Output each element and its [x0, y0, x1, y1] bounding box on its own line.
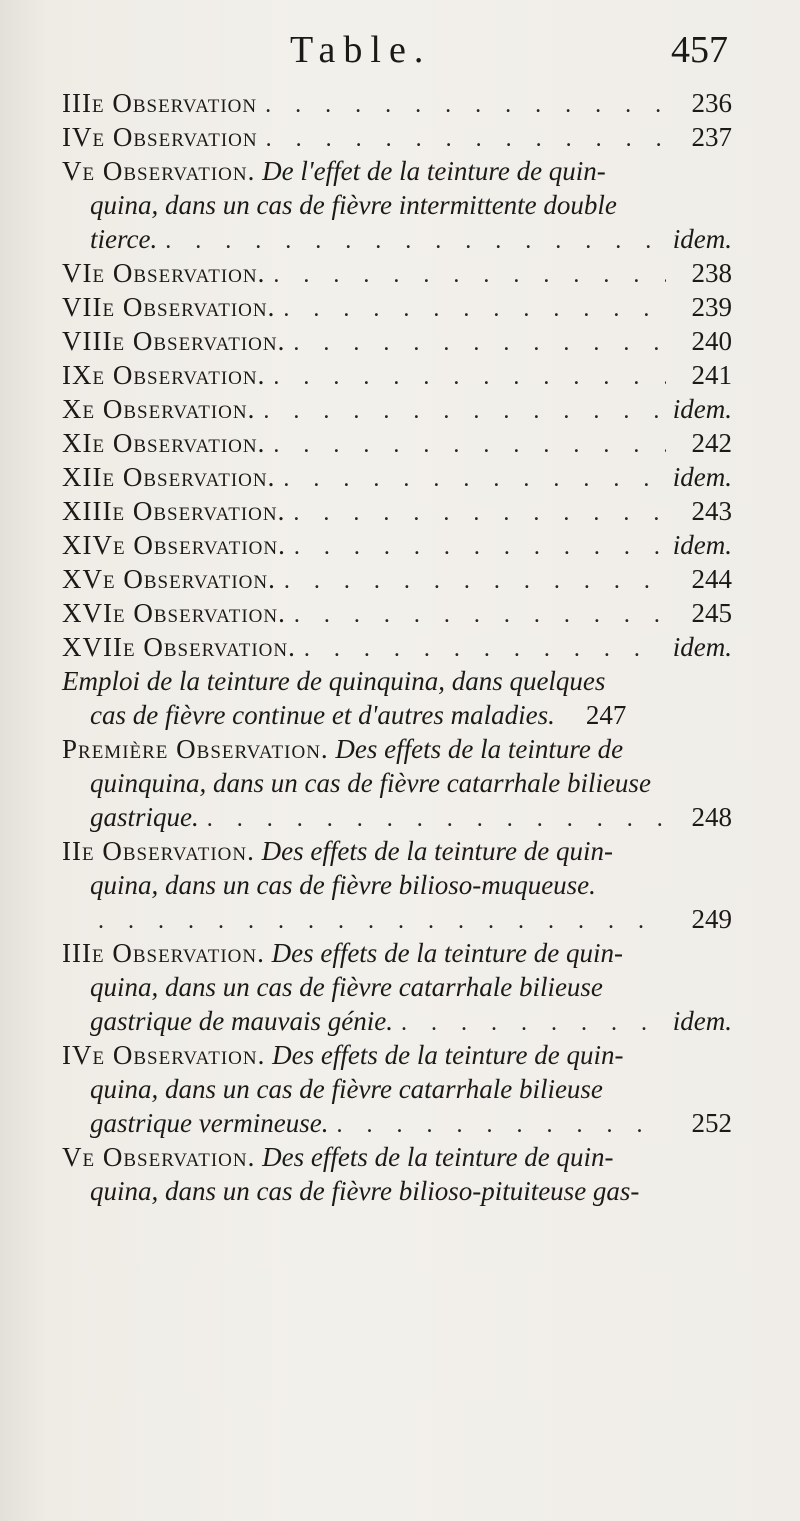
entry-description: quina, dans un cas de fièvre catarrhale bilieuse	[90, 1074, 603, 1104]
toc-entry	[62, 630, 732, 664]
entry-page: idem.	[672, 224, 732, 254]
table-of-contents	[62, 86, 732, 1208]
section-heading-text: cas de fièvre continue et d'autres maladies.	[90, 700, 555, 730]
entry-page: 239	[691, 292, 732, 322]
dot-leader	[293, 326, 666, 360]
dot-leader	[273, 258, 666, 292]
entry-page: 238	[691, 258, 732, 288]
entry-label: XVe Observation.	[62, 564, 276, 594]
toc-entry-continued	[62, 868, 732, 902]
entry-label: Ve Observation.	[62, 1142, 256, 1172]
toc-entry	[62, 1038, 732, 1072]
entry-description: gastrique vermineuse.	[90, 1108, 329, 1138]
toc-entry-continued	[62, 188, 732, 222]
entry-page: idem.	[672, 632, 732, 662]
entry-label: Ve Observation.	[62, 156, 256, 186]
entry-label: IIIe Observation	[62, 88, 258, 118]
dot-leader	[401, 1006, 665, 1040]
entry-page: idem.	[672, 394, 732, 424]
toc-entry	[62, 936, 732, 970]
header-title: Table.	[290, 29, 432, 71]
entry-page: 244	[691, 564, 732, 594]
entry-description: tierce.	[90, 224, 158, 254]
toc-entry	[62, 392, 732, 426]
dot-leader	[165, 224, 665, 258]
entry-page: 252	[691, 1108, 732, 1138]
toc-entry-continued	[62, 766, 732, 800]
toc-entry-continued	[62, 902, 732, 936]
toc-entry	[62, 596, 732, 630]
entry-page: 248	[691, 802, 732, 832]
entry-label: XIe Observation.	[62, 428, 266, 458]
dot-leader	[266, 122, 666, 156]
toc-entry	[62, 290, 732, 324]
toc-entry	[62, 86, 732, 120]
entry-description: Des effets de la teinture de quin-	[271, 938, 624, 968]
toc-entry	[62, 562, 732, 596]
entry-description: Des effets de la teinture de quin-	[272, 1040, 624, 1070]
toc-entry	[62, 1140, 732, 1174]
dot-leader	[284, 564, 666, 598]
toc-entry	[62, 324, 732, 358]
entry-description: quina, dans un cas de fièvre catarrhale bilieuse	[90, 972, 603, 1002]
header-page-number: 457	[671, 29, 728, 71]
entry-label: XVIe Observation.	[62, 598, 286, 628]
toc-entry	[62, 460, 732, 494]
entry-label: IIIe Observation.	[62, 938, 265, 968]
entry-description: Des effets de la teinture de quin-	[262, 1142, 614, 1172]
entry-page: 242	[691, 428, 732, 458]
dot-leader	[293, 496, 666, 530]
entry-description: quina, dans un cas de fièvre bilioso-pituiteuse gas-	[90, 1176, 640, 1206]
toc-entry	[62, 426, 732, 460]
toc-entry-continued	[62, 1106, 732, 1140]
entry-description: gastrique de mauvais génie.	[90, 1006, 393, 1036]
entry-page: 243	[691, 496, 732, 526]
toc-entry	[62, 834, 732, 868]
toc-entry	[62, 732, 732, 766]
section-heading	[62, 664, 732, 698]
entry-description: gastrique.	[90, 802, 199, 832]
entry-label: Xe Observation.	[62, 394, 256, 424]
entry-page: 236	[691, 88, 732, 118]
running-header	[0, 28, 800, 80]
entry-label: IXe Observation.	[62, 360, 266, 390]
dot-leader	[304, 632, 665, 666]
entry-page: 249	[691, 904, 732, 934]
entry-label: XIIIe Observation.	[62, 496, 286, 526]
entry-description: De l'effet de la teinture de quin-	[262, 156, 606, 186]
entry-label: VIe Observation.	[62, 258, 266, 288]
entry-page: 241	[691, 360, 732, 390]
dot-leader	[273, 428, 666, 462]
toc-entry-continued	[62, 1004, 732, 1038]
entry-description: Des effets de la teinture de	[335, 734, 624, 764]
toc-entry-continued	[62, 800, 732, 834]
dot-leader	[294, 598, 666, 632]
entry-label: IVe Observation.	[62, 1040, 266, 1070]
section-heading-continued	[62, 698, 732, 732]
toc-entry-continued	[62, 1174, 732, 1208]
toc-entry	[62, 358, 732, 392]
dot-leader	[263, 394, 664, 428]
dot-leader	[283, 462, 664, 496]
toc-entry	[62, 154, 732, 188]
dot-leader	[207, 802, 666, 836]
entry-label: Première Observation.	[62, 734, 329, 764]
toc-entry-continued	[62, 1072, 732, 1106]
entry-page: 245	[691, 598, 732, 628]
entry-label: VIIe Observation.	[62, 292, 276, 322]
dot-leader	[283, 292, 666, 326]
entry-label: IVe Observation	[62, 122, 258, 152]
entry-page: 240	[691, 326, 732, 356]
toc-entry-continued	[62, 970, 732, 1004]
entry-label: XIVe Observation.	[62, 530, 286, 560]
entry-description: Des effets de la teinture de quin-	[261, 836, 614, 866]
toc-entry	[62, 256, 732, 290]
entry-description: quinquina, dans un cas de fièvre catarrhale bilieuse	[90, 768, 651, 798]
entry-label: XIIe Observation.	[62, 462, 276, 492]
entry-description: quina, dans un cas de fièvre intermittente double	[90, 190, 617, 220]
entry-page: 237	[691, 122, 732, 152]
entry-label: XVIIe Observation.	[62, 632, 296, 662]
dot-leader	[265, 88, 666, 122]
toc-entry	[62, 494, 732, 528]
entry-label: VIIIe Observation.	[62, 326, 286, 356]
entry-label: IIe Observation.	[62, 836, 255, 866]
entry-description: quina, dans un cas de fièvre bilioso-muqueuse.	[90, 870, 596, 900]
toc-entry-continued	[62, 222, 732, 256]
toc-entry	[62, 120, 732, 154]
toc-entry	[62, 528, 732, 562]
entry-page: idem.	[672, 530, 732, 560]
section-heading-text: Emploi de la teinture de quinquina, dans quelques	[62, 666, 606, 696]
entry-page: idem.	[672, 1006, 732, 1036]
entry-page: idem.	[672, 462, 732, 492]
dot-leader	[98, 904, 666, 938]
section-page: 247	[585, 700, 627, 730]
dot-leader	[273, 360, 666, 394]
dot-leader	[336, 1108, 666, 1142]
dot-leader	[294, 530, 665, 564]
